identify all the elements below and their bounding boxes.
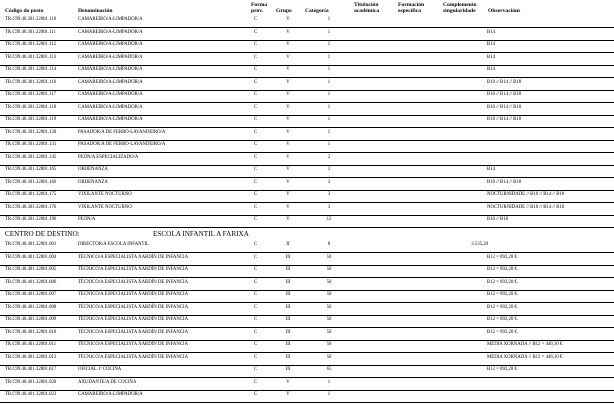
cell-denominacion: CAMAREIRO/A-LIMPADOR/A	[78, 92, 143, 97]
cell-grupo: V	[286, 42, 290, 47]
cell-categoria: 50	[326, 254, 332, 260]
cell-denominacion: PEON/A	[78, 217, 96, 222]
cell-forma: C	[254, 92, 258, 97]
header-observacions: Observacións	[488, 8, 521, 14]
cell-forma: C	[254, 129, 258, 135]
cell-forma: C	[254, 42, 258, 47]
cell-forma: C	[254, 142, 258, 147]
cell-denominacion: TÉCNICO/A ESPECIALISTA XARDÍN DE INFANCIA	[78, 267, 189, 272]
table-row	[0, 203, 614, 216]
cell-code: TR.C99.40.301.32001.176	[5, 204, 57, 210]
cell-forma: C	[254, 79, 258, 85]
cell-code: TR.C99.40.401.32001.023	[5, 392, 57, 397]
cell-denominacion: CAMAREIRO/A-LIMPADOR/A	[78, 42, 143, 47]
cell-grupo: V	[286, 92, 290, 97]
cell-grupo: V	[286, 104, 290, 110]
cell-grupo: III	[285, 254, 291, 260]
cell-denominacion: CAMAREIRO/A-LIMPADOR/A	[78, 54, 143, 60]
table-row	[0, 115, 614, 128]
cell-code: TR.C99.40.401.32001.006	[5, 279, 57, 285]
cell-observacions: B14	[487, 67, 495, 72]
cell-forma: C	[254, 304, 258, 310]
cell-denominacion: AXUDANTE/A DE COCIÑA	[78, 379, 137, 385]
cell-observacions: MEDIA XORNADA // B12 = 446,10 €.	[487, 354, 564, 360]
cell-code: TR.C99.40.401.32001.009	[5, 317, 57, 322]
cell-grupo: III	[285, 279, 291, 285]
cell-code: TR.C99.40.301.32001.175	[5, 192, 57, 197]
table-row	[0, 140, 614, 153]
cell-categoria: 3	[327, 179, 331, 185]
cell-categoria: 50	[326, 279, 332, 285]
cell-forma: C	[254, 354, 258, 360]
cell-observacions: B10 // B14 // B18	[487, 179, 522, 185]
cell-denominacion: OFICIAL 1ª COCIÑA	[78, 367, 122, 372]
cell-forma: C	[254, 342, 258, 347]
header-formacion-1: Formación	[398, 2, 425, 8]
cell-grupo: III	[285, 304, 291, 310]
cell-categoria: 50	[326, 342, 332, 347]
cell-forma: C	[254, 279, 258, 285]
table-row	[0, 165, 614, 178]
header-denominacion: Denominación	[78, 8, 113, 14]
cell-denominacion: CAMAREIRO/A-LIMPADOR/A	[78, 117, 143, 122]
cell-code: TR.C99.40.301.32001.196	[5, 217, 57, 222]
table-row	[0, 103, 614, 116]
cell-forma: C	[254, 117, 258, 122]
cell-grupo: V	[286, 67, 290, 72]
cell-grupo: V	[286, 17, 290, 22]
cell-forma: C	[254, 242, 258, 247]
cell-observacions: B14	[487, 42, 495, 47]
cell-categoria: 1	[327, 142, 331, 147]
cell-code: TR.C99.40.301.32001.110	[5, 17, 57, 22]
table-row	[0, 15, 614, 28]
header-titulacion-1: Titulación	[354, 2, 379, 8]
table-row	[0, 265, 614, 278]
cell-code: TR.C99.40.401.32001.012	[5, 354, 57, 360]
cell-code: TR.C99.40.301.32001.165	[5, 167, 57, 172]
cell-grupo: V	[286, 379, 290, 385]
cell-grupo: V	[286, 204, 290, 210]
cell-observacions: B12 = 892,20 €.	[487, 329, 519, 335]
cell-forma: C	[254, 167, 258, 172]
cell-grupo: V	[286, 192, 290, 197]
table-row	[0, 53, 614, 66]
cell-denominacion: CAMAREIRO/A-LIMPADOR/A	[78, 79, 143, 85]
header-forma-1: Forma	[251, 2, 268, 8]
cell-categoria: 50	[326, 304, 332, 310]
cell-denominacion: TÉCNICO/A ESPECIALISTA XARDÍN DE INFANCIA	[78, 354, 189, 360]
table-row	[0, 315, 614, 328]
header-formacion-2: específica	[398, 8, 421, 14]
cell-forma: C	[254, 154, 258, 160]
cell-observacions: B12 = 892,20 €.	[487, 317, 519, 322]
cell-categoria: 1	[327, 117, 331, 122]
table-row	[0, 290, 614, 303]
table-row	[0, 365, 614, 378]
cell-grupo: V	[286, 117, 290, 122]
cell-observacions: B10 // B14 // B18	[487, 117, 522, 122]
cell-code: TR.C99.40.401.32001.011	[5, 342, 57, 347]
cell-observacions: MEDIA XORNADA // B12 = 446,10 €.	[487, 342, 564, 347]
cell-code: TR.C99.40.301.32001.119	[5, 117, 57, 122]
cell-code: TR.C99.40.401.32001.005	[5, 267, 57, 272]
cell-forma: C	[254, 379, 258, 385]
table-row	[0, 253, 614, 266]
cell-denominacion: CAMAREIRO/A-LIMPADOR/A	[78, 392, 143, 397]
cell-grupo: III	[285, 367, 291, 372]
table-row	[0, 378, 614, 391]
cell-denominacion: TÉCNICO/A ESPECIALISTA XARDÍN DE INFANCIA	[78, 304, 189, 310]
cell-observacions: NOCTURNIDADE // B10 // B14 // B18	[487, 204, 565, 210]
table-row	[0, 240, 614, 253]
cell-denominacion: TÉCNICO/A ESPECIALISTA XARDÍN DE INFANCIA	[78, 254, 189, 260]
cell-code: TR.C99.40.401.32001.010	[5, 329, 57, 335]
cell-code: TR.C99.40.301.32001.116	[5, 79, 57, 85]
cell-categoria: 50	[326, 329, 332, 335]
cell-denominacion: ORDENANZA	[78, 179, 108, 185]
cell-denominacion: CAMAREIRO/A-LIMPADOR/A	[78, 17, 143, 22]
cell-forma: C	[254, 367, 258, 372]
cell-categoria: 3	[327, 204, 331, 210]
cell-observacions: B10 // B14 // B18	[487, 92, 522, 97]
cell-forma: C	[254, 54, 258, 60]
cell-observacions: B14	[487, 54, 495, 60]
table-row	[0, 215, 614, 228]
table-row	[0, 190, 614, 203]
cell-observacions: B10 // B14 // B18	[487, 104, 522, 110]
cell-grupo: V	[286, 217, 290, 222]
table-row	[0, 303, 614, 316]
cell-observacions: B12 = 892,20 €.	[487, 267, 519, 272]
table-row	[0, 328, 614, 341]
cell-categoria: 1	[327, 79, 331, 85]
cell-denominacion: VIXILANTE NOCTURNO	[78, 192, 132, 197]
cell-categoria: 1	[327, 104, 331, 110]
cell-code: TR.C99.40.301.32001.113	[5, 54, 57, 60]
cell-grupo: III	[285, 342, 291, 347]
cell-forma: C	[254, 67, 258, 72]
cell-denominacion: DIRECTOR/A ESCOLA INFANTIL	[78, 242, 149, 247]
cell-code: TR.C99.40.401.32001.007	[5, 292, 57, 297]
cell-categoria: 3	[327, 192, 331, 197]
table-row	[0, 353, 614, 366]
cell-categoria: 1	[327, 92, 331, 97]
cell-forma: C	[254, 217, 258, 222]
cell-grupo: III	[285, 267, 291, 272]
section-label: CENTRO DE DESTINO:	[5, 230, 80, 238]
cell-denominacion: TÉCNICO/A ESPECIALISTA XARDÍN DE INFANCIA	[78, 329, 189, 335]
cell-forma: C	[254, 179, 258, 185]
cell-grupo: V	[286, 129, 290, 135]
cell-categoria: 1	[327, 392, 331, 397]
cell-forma: C	[254, 392, 258, 397]
table-row	[0, 40, 614, 53]
cell-denominacion: CAMAREIRO/A-LIMPADOR/A	[78, 29, 143, 35]
cell-code: TR.C99.40.301.32001.111	[5, 29, 56, 35]
table-row	[0, 178, 614, 191]
cell-code: TR.C99.40.301.32001.114	[5, 67, 57, 72]
cell-observacions: B12 = 892,20 €.	[487, 254, 519, 260]
cell-code: TR.C99.40.401.32001.020	[5, 379, 57, 385]
cell-observacions: B12 = 892,20 €.	[487, 304, 519, 310]
cell-observacions: NOCTURNIDADE // B10 // B14 // B18	[487, 192, 565, 197]
header-complemento-1: Complemento	[443, 2, 477, 8]
cell-forma: C	[254, 267, 258, 272]
header-complemento-2: singularidade	[443, 8, 476, 14]
cell-categoria: 50	[326, 292, 332, 297]
cell-forma: C	[254, 192, 258, 197]
cell-denominacion: CAMAREIRO/A-LIMPADOR/A	[78, 67, 143, 72]
cell-categoria: 50	[326, 267, 332, 272]
cell-forma: C	[254, 29, 258, 35]
cell-code: TR.C99.40.301.32001.145	[5, 154, 57, 160]
cell-categoria: 3	[327, 167, 331, 172]
cell-categoria: 65	[326, 367, 332, 372]
cell-code: TR.C99.40.301.32001.131	[5, 142, 57, 147]
cell-forma: C	[254, 17, 258, 22]
cell-code: TR.C99.40.301.32001.112	[5, 42, 57, 47]
cell-categoria: 1	[327, 67, 331, 72]
cell-denominacion: TÉCNICO/A ESPECIALISTA XARDÍN DE INFANCIA	[78, 317, 189, 322]
cell-grupo: III	[285, 354, 291, 360]
table-row	[0, 278, 614, 291]
header-categoria: Categoría	[305, 8, 329, 14]
cell-grupo: V	[286, 167, 290, 172]
cell-categoria: 1	[327, 17, 331, 22]
cell-code: TR.C99.40.401.32001.001	[5, 242, 57, 247]
cell-observacions: B12 = 892,20 €.	[487, 292, 519, 297]
cell-denominacion: PASADOR/A DE FERRO-LAVANDEIRO/A	[78, 129, 166, 135]
cell-grupo: V	[286, 154, 290, 160]
cell-grupo: V	[286, 54, 290, 60]
cell-denominacion: TÉCNICO/A ESPECIALISTA XARDÍN DE INFANCIA	[78, 342, 189, 347]
cell-complemento: 3.535,20	[471, 242, 488, 247]
cell-categoria: 1	[327, 129, 331, 135]
cell-forma: C	[254, 317, 258, 322]
header-codigo: Código do posto	[5, 8, 44, 14]
table-row	[0, 390, 614, 403]
header-forma-2: prov.	[251, 8, 264, 14]
table-row	[0, 65, 614, 78]
cell-grupo: V	[286, 142, 290, 147]
cell-denominacion: PEÓN/A ESPECIALIZADO/A	[78, 154, 139, 160]
cell-observacions: B10 // B14 // B18	[487, 79, 522, 85]
cell-categoria: 8	[327, 242, 331, 247]
header-grupo: Grupo	[276, 8, 292, 14]
cell-forma: C	[254, 292, 258, 297]
cell-categoria: 1	[327, 42, 331, 47]
table-row	[0, 90, 614, 103]
cell-code: TR.C99.40.401.32001.008	[5, 304, 57, 310]
table-row	[0, 28, 614, 41]
cell-observacions: B10 // B18	[487, 217, 509, 222]
cell-grupo: V	[286, 392, 290, 397]
cell-code: TR.C99.40.301.32001.118	[5, 104, 57, 110]
cell-observacions: B12 = 892,20 €.	[487, 367, 519, 372]
cell-grupo: V	[286, 179, 290, 185]
cell-categoria: 2	[327, 154, 331, 160]
cell-denominacion: CAMAREIRO/A-LIMPADOR/A	[78, 104, 143, 110]
cell-code: TR.C99.40.301.32001.117	[5, 92, 57, 97]
cell-code: TR.C99.40.301.32001.130	[5, 129, 57, 135]
cell-denominacion: TÉCNICO/A ESPECIALISTA XARDÍN DE INFANCIA	[78, 292, 189, 297]
cell-denominacion: ORDENANZA	[78, 167, 108, 172]
cell-denominacion: TÉCNICO/A ESPECIALISTA XARDÍN DE INFANCIA	[78, 279, 189, 285]
cell-grupo: III	[285, 292, 291, 297]
cell-grupo: II	[286, 242, 290, 247]
header-titulacion-2: académica	[354, 8, 380, 14]
cell-categoria: 50	[326, 317, 332, 322]
cell-forma: C	[254, 104, 258, 110]
cell-grupo: III	[285, 317, 291, 322]
cell-observacions: B14	[487, 29, 495, 35]
cell-code: TR.C99.40.301.32001.166	[5, 179, 57, 185]
cell-categoria: 1	[327, 379, 331, 385]
cell-grupo: V	[286, 29, 290, 35]
cell-denominacion: PASADOR/A DE FERRO-LAVANDEIRO/A	[78, 142, 166, 147]
cell-categoria: 12	[326, 217, 332, 222]
cell-grupo: V	[286, 79, 290, 85]
cell-denominacion: VIXILANTE NOCTURNO	[78, 204, 132, 210]
cell-categoria: 1	[327, 29, 331, 35]
cell-code: TR.C99.40.401.32001.004	[5, 254, 57, 260]
section-heading	[5, 230, 249, 238]
cell-categoria: 50	[326, 354, 332, 360]
table-row	[0, 128, 614, 141]
cell-categoria: 1	[327, 54, 331, 60]
cell-code: TR.C99.40.401.32001.017	[5, 367, 57, 372]
table-row	[0, 153, 614, 166]
cell-forma: C	[254, 329, 258, 335]
cell-observacions: B12 = 892,20 €.	[487, 279, 519, 285]
cell-grupo: III	[285, 329, 291, 335]
section-name: ESCOLA INFANTIL A FARIXA	[153, 230, 249, 238]
cell-observacions: B14	[487, 167, 495, 172]
table-row	[0, 78, 614, 91]
table-row	[0, 340, 614, 353]
cell-forma: C	[254, 204, 258, 210]
cell-forma: C	[254, 254, 258, 260]
